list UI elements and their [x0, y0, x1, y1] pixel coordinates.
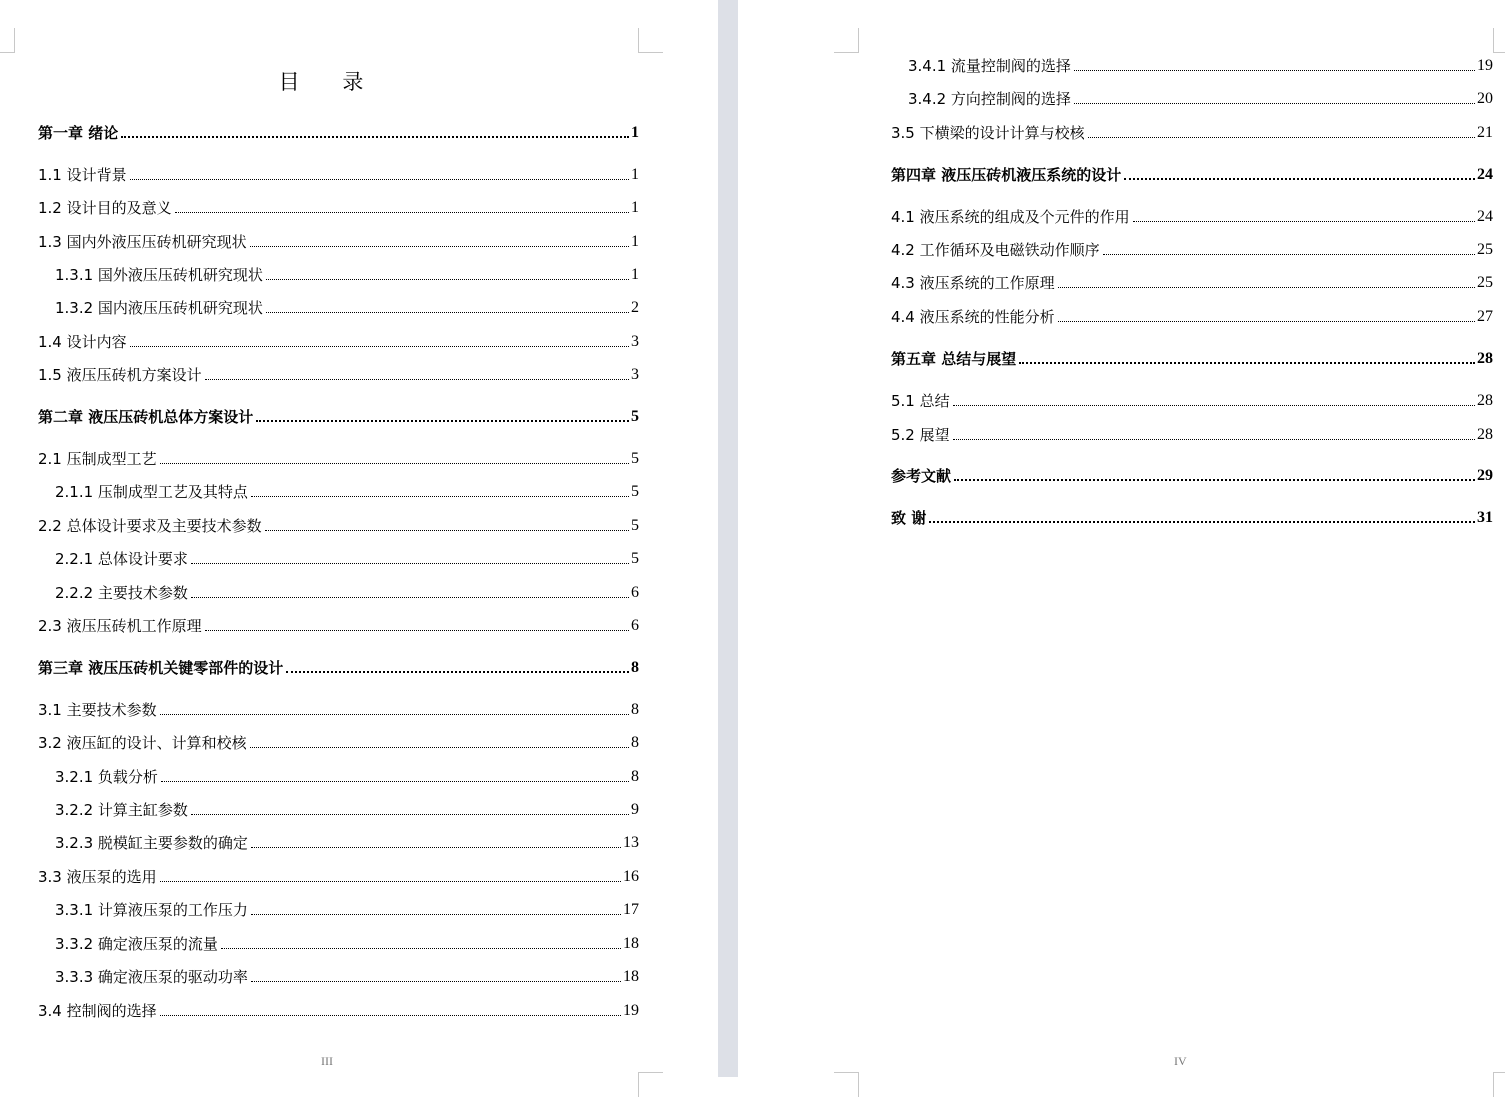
toc-entry-page: 31 — [1477, 509, 1493, 526]
toc-entry-page: 5 — [631, 483, 639, 500]
toc-entry-label: 3.4.1 流量控制阀的选择 — [908, 57, 1071, 75]
toc-entry[interactable] — [891, 389, 1493, 411]
toc-entry[interactable] — [38, 405, 639, 427]
toc-entry-label: 2.1 压制成型工艺 — [38, 450, 157, 468]
toc-entry-label: 4.1 液压系统的组成及个元件的作用 — [891, 208, 1130, 226]
document-page-right — [738, 0, 1505, 1077]
toc-entry-label: 2.2.1 总体设计要求 — [55, 550, 188, 568]
toc-entry-page: 5 — [631, 550, 639, 567]
toc-entry-label: 2.2.2 主要技术参数 — [55, 584, 188, 602]
toc-entry-label: 1.1 设计背景 — [38, 166, 127, 184]
toc-entry[interactable] — [891, 238, 1493, 260]
toc-entry[interactable] — [55, 263, 639, 285]
toc-entry[interactable] — [55, 932, 639, 954]
toc-entry[interactable] — [38, 121, 639, 143]
toc-entry-label: 3.2.2 计算主缸参数 — [55, 801, 188, 819]
toc-entry[interactable] — [38, 230, 639, 252]
toc-entry[interactable] — [891, 163, 1493, 185]
toc-entry[interactable] — [55, 581, 639, 603]
toc-entry[interactable] — [55, 296, 639, 318]
dot-leader — [1058, 287, 1475, 288]
toc-entry-page: 6 — [631, 584, 639, 601]
dot-leader — [266, 279, 629, 280]
toc-entry[interactable] — [38, 731, 639, 753]
document-page-left — [0, 0, 718, 1077]
dot-leader — [160, 714, 629, 715]
dot-leader — [205, 630, 629, 631]
toc-entry-label: 参考文献 — [891, 467, 952, 485]
toc-entry-label: 第三章 液压压砖机关键零部件的设计 — [38, 659, 284, 677]
toc-entry-label: 3.2.1 负载分析 — [55, 768, 158, 786]
toc-entry-page: 20 — [1477, 90, 1493, 107]
dot-leader — [251, 496, 629, 497]
toc-entry-page: 13 — [623, 834, 639, 851]
toc-entry-label: 2.2 总体设计要求及主要技术参数 — [38, 517, 262, 535]
toc-entry-label: 2.3 液压压砖机工作原理 — [38, 617, 202, 635]
margin-corner-mark — [638, 1072, 663, 1097]
toc-entry-label: 1.5 液压压砖机方案设计 — [38, 366, 202, 384]
toc-title: 目 录 — [278, 70, 382, 94]
toc-entry-label: 2.1.1 压制成型工艺及其特点 — [55, 483, 248, 501]
toc-entry-page: 25 — [1477, 241, 1493, 258]
toc-entry-page: 3 — [631, 366, 639, 383]
toc-entry[interactable] — [908, 54, 1493, 76]
toc-entry-page: 3 — [631, 333, 639, 350]
margin-corner-mark — [1493, 1072, 1505, 1097]
toc-entry[interactable] — [38, 698, 639, 720]
page-number: IV — [1174, 1054, 1187, 1068]
toc-entry-label: 3.3.2 确定液压泵的流量 — [55, 935, 218, 953]
toc-entry-label: 1.3 国内外液压压砖机研究现状 — [38, 233, 247, 251]
toc-entry[interactable] — [55, 480, 639, 502]
dot-leader — [929, 521, 1475, 523]
toc-entry[interactable] — [38, 163, 639, 185]
dot-leader — [250, 747, 629, 748]
toc-entry-label: 5.2 展望 — [891, 426, 950, 444]
dot-leader — [1058, 321, 1475, 322]
margin-corner-mark — [0, 28, 15, 53]
toc-entry[interactable] — [891, 506, 1493, 528]
toc-entry-page: 17 — [623, 901, 639, 918]
toc-entry-label: 1.3.1 国外液压压砖机研究现状 — [55, 266, 263, 284]
toc-entry[interactable] — [38, 865, 639, 887]
margin-corner-mark — [1493, 28, 1505, 53]
dot-leader — [266, 312, 629, 313]
toc-entry[interactable] — [38, 330, 639, 352]
page-gap — [718, 0, 738, 1077]
toc-entry-page: 29 — [1477, 467, 1493, 484]
toc-entry-label: 3.5 下横梁的设计计算与校核 — [891, 124, 1085, 142]
toc-entry-page: 1 — [631, 266, 639, 283]
dot-leader — [130, 346, 629, 347]
dot-leader — [191, 563, 629, 564]
toc-entry-label: 致 谢 — [891, 509, 927, 527]
toc-entry-page: 28 — [1477, 392, 1493, 409]
dot-leader — [953, 439, 1475, 440]
dot-leader — [160, 463, 629, 464]
dot-leader — [1019, 362, 1475, 364]
toc-entry-page: 8 — [631, 701, 639, 718]
toc-entry[interactable] — [908, 87, 1493, 109]
margin-corner-mark — [834, 1072, 859, 1097]
toc-entry-page: 1 — [631, 233, 639, 250]
dot-leader — [1124, 178, 1475, 180]
toc-entry-page: 27 — [1477, 308, 1493, 325]
toc-entry-label: 3.1 主要技术参数 — [38, 701, 157, 719]
toc-entry-label: 1.3.2 国内液压压砖机研究现状 — [55, 299, 263, 317]
toc-entry-page: 1 — [631, 124, 639, 141]
toc-entry-page: 21 — [1477, 124, 1493, 141]
toc-entry-label: 4.2 工作循环及电磁铁动作顺序 — [891, 241, 1100, 259]
dot-leader — [1103, 254, 1475, 255]
dot-leader — [265, 530, 629, 531]
toc-entry-page: 9 — [631, 801, 639, 818]
toc-entry-page: 24 — [1477, 208, 1493, 225]
dot-leader — [160, 881, 621, 882]
toc-entry[interactable] — [38, 447, 639, 469]
dot-leader — [954, 479, 1475, 481]
toc-entry[interactable] — [55, 547, 639, 569]
toc-entry-page: 5 — [631, 408, 639, 425]
toc-entry[interactable] — [55, 831, 639, 853]
toc-entry-label: 第四章 液压压砖机液压系统的设计 — [891, 166, 1122, 184]
dot-leader — [1133, 221, 1475, 222]
dot-leader — [953, 405, 1475, 406]
toc-entry[interactable] — [891, 423, 1493, 445]
toc-entry-label: 5.1 总结 — [891, 392, 950, 410]
dot-leader — [251, 914, 621, 915]
toc-entry-label: 3.4 控制阀的选择 — [38, 1002, 157, 1020]
toc-entry[interactable] — [55, 798, 639, 820]
toc-entry-label: 4.3 液压系统的工作原理 — [891, 274, 1055, 292]
toc-entry-page: 19 — [1477, 57, 1493, 74]
toc-entry-page: 2 — [631, 299, 639, 316]
dot-leader — [286, 671, 629, 673]
toc-entry-label: 第二章 液压压砖机总体方案设计 — [38, 408, 254, 426]
toc-entry-page: 1 — [631, 199, 639, 216]
toc-entry-label: 3.2 液压缸的设计、计算和校核 — [38, 734, 247, 752]
toc-entry[interactable] — [891, 205, 1493, 227]
dot-leader — [1074, 103, 1475, 104]
dot-leader — [256, 420, 629, 422]
dot-leader — [251, 981, 621, 982]
dot-leader — [191, 814, 629, 815]
toc-entry-page: 8 — [631, 659, 639, 676]
toc-entry[interactable] — [891, 271, 1493, 293]
toc-entry[interactable] — [38, 514, 639, 536]
toc-entry-label: 第一章 绪论 — [38, 124, 119, 142]
toc-entry-page: 16 — [623, 868, 639, 885]
toc-entry-page: 8 — [631, 768, 639, 785]
toc-entry-label: 第五章 总结与展望 — [891, 350, 1017, 368]
toc-entry-page: 18 — [623, 935, 639, 952]
toc-entry[interactable] — [38, 196, 639, 218]
toc-entry[interactable] — [891, 464, 1493, 486]
toc-entry-label: 3.3 液压泵的选用 — [38, 868, 157, 886]
dot-leader — [251, 847, 621, 848]
toc-entry-label: 1.2 设计目的及意义 — [38, 199, 172, 217]
toc-entry-label: 3.3.1 计算液压泵的工作压力 — [55, 901, 248, 919]
dot-leader — [250, 246, 629, 247]
dot-leader — [1074, 70, 1475, 71]
toc-entry-label: 3.2.3 脱模缸主要参数的确定 — [55, 834, 248, 852]
toc-entry-page: 28 — [1477, 426, 1493, 443]
toc-entry[interactable] — [38, 363, 639, 385]
dot-leader — [191, 597, 629, 598]
dot-leader — [205, 379, 629, 380]
margin-corner-mark — [638, 28, 663, 53]
dot-leader — [221, 948, 621, 949]
toc-entry-label: 4.4 液压系统的性能分析 — [891, 308, 1055, 326]
toc-entry-page: 25 — [1477, 274, 1493, 291]
toc-entry[interactable] — [55, 898, 639, 920]
toc-entry[interactable] — [891, 121, 1493, 143]
toc-entry-page: 5 — [631, 450, 639, 467]
toc-entry[interactable] — [891, 347, 1493, 369]
toc-entry[interactable] — [55, 965, 639, 987]
dot-leader — [175, 212, 629, 213]
toc-entry-label: 3.3.3 确定液压泵的驱动功率 — [55, 968, 248, 986]
toc-entry-label: 1.4 设计内容 — [38, 333, 127, 351]
margin-corner-mark — [834, 28, 859, 53]
dot-leader — [130, 179, 629, 180]
toc-entry-page: 1 — [631, 166, 639, 183]
toc-entry-page: 8 — [631, 734, 639, 751]
toc-entry[interactable] — [38, 999, 639, 1021]
dot-leader — [121, 136, 629, 138]
toc-entry-page: 19 — [623, 1002, 639, 1019]
toc-entry-label: 3.4.2 方向控制阀的选择 — [908, 90, 1071, 108]
toc-entry-page: 24 — [1477, 166, 1493, 183]
toc-entry[interactable] — [38, 614, 639, 636]
dot-leader — [161, 781, 629, 782]
toc-entry-page: 28 — [1477, 350, 1493, 367]
toc-entry[interactable] — [55, 765, 639, 787]
page-number: III — [321, 1054, 333, 1068]
toc-entry[interactable] — [38, 656, 639, 678]
toc-entry[interactable] — [891, 305, 1493, 327]
toc-entry-page: 5 — [631, 517, 639, 534]
toc-entry-page: 18 — [623, 968, 639, 985]
dot-leader — [1088, 137, 1475, 138]
toc-entry-page: 6 — [631, 617, 639, 634]
dot-leader — [160, 1015, 621, 1016]
